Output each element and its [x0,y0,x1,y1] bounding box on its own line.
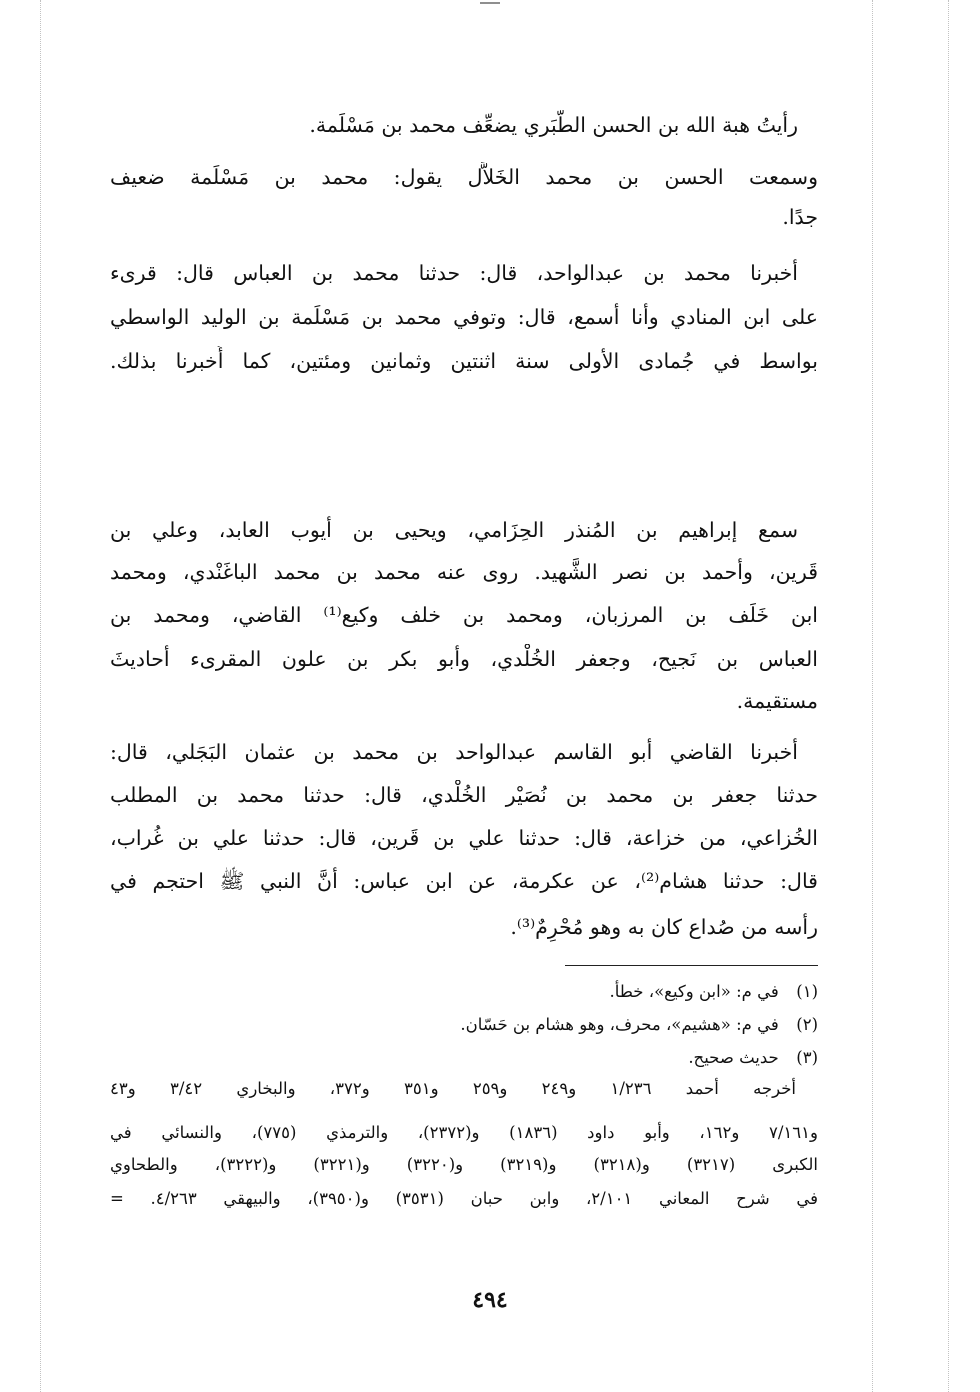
text-line: قَرين، وأحمد بن نصر الشَّهيد. روى عنه محمد بن محمد الباغَنْدي، ومحمد [110,560,818,584]
footnote-number: (٢) [796,1015,818,1034]
top-page-mark [480,2,500,14]
footnote-3-citation-line: أخرجه أحمد ١/٢٣٦ و٢٤٩ و٢٥٩ و٣٥١ و٣٧٢، والبخاري ٣/٤٢ و٤٣ [110,1079,796,1098]
page-number: ٤٩٤ [472,1287,508,1313]
footnote-3-citation-line: و٧/١٦١ و١٦٢، وأبو داود (١٨٣٦) و(٢٣٧٢)، والترمذي (٧٧٥)، والنسائي في [110,1123,818,1142]
text-line: أخبرنا القاضي أبو القاسم عبدالواحد بن محمد بن عثمان البَجَلي، قال: [110,740,798,764]
footnote-number: (٣) [796,1048,818,1067]
text-line: رأيتُ هبة الله بن الحسن الطَّبَري يضعِّف محمد بن مَسْلَمة. [309,113,798,137]
footnote-3-citation-line: الكبرى (٣٢١٧) و(٣٢١٨) و(٣٢١٩) و(٣٢٢٠) و(٣٢٢١) و(٣٢٢٢)، والطحاوي [110,1155,818,1174]
scan-artifact-edge [948,0,949,1392]
text-line: ابن خَلَف بن المرزبان، ومحمد بن خلف وكيع⁽¹⁾ القاضي، ومحمد بن [110,603,818,627]
text-line: بواسط في جُمادى الأولى سنة اثنتين وثمانين ومئتين، كما أُخبرنا بذلك. [110,349,818,373]
footnote-text: حديث صحيح. [688,1048,779,1067]
text-line: على ابن المنادي وأنا أسمع، قال: وتوفي محمد بن مَسْلَمة بن الوليد الواسطي [110,305,818,329]
scan-artifact-left [40,0,41,1392]
footnote-2 [110,1012,818,1038]
footnote-3-citation-line: في شرح المعاني ٢/١٠١، وابن حبان (٣٥٣١) و(٣٩٥٠)، والبيهقي ٤/٢٦٣. = [110,1189,818,1208]
footnote-1 [110,979,818,1005]
text-line: وسمعت الحسن بن محمد الخَلاَّل يقول: محمد بن مَسْلَمة ضعيف [110,165,818,189]
footnote-text: في م: «ابن وكيع»، خطأ. [609,982,779,1001]
text-line: قال: حدثنا هشام⁽²⁾، عن عكرمة، عن ابن عباس: أنَّ النبي ﷺ احتجم في [110,869,818,893]
footnote-number: (١) [796,982,818,1001]
footnote-separator [565,965,818,966]
text-line: رأسه من صُداع كان به وهو مُحْرِمٌ⁽³⁾. [510,915,818,939]
scan-artifact-right [872,0,873,1392]
footnote-3 [110,1045,818,1071]
text-line: العباس بن نَجيح، وجعفر الخُلْدي، وأبو بكر بن علون المقرىء أحاديثَ [110,647,818,671]
text-line: جدًا. [782,205,818,229]
footnote-text: في م: «هشيم»، محرف، وهو هشام بن حَسّان. [460,1015,779,1034]
text-line: مستقيمة. [736,689,818,713]
text-line: سمع إبراهيم بن المُنذر الحِزَامي، ويحيى بن أيوب العابد، وعلي بن [110,518,798,542]
text-line: الخُزاعي، من خزاعة، قال: حدثنا علي بن قَرين، قال: حدثنا علي بن غُراب، [110,826,818,850]
text-line: حدثنا جعفر بن محمد بن نُصَيْر الخُلْدي، قال: حدثنا محمد بن المطلب [110,783,818,807]
text-line: أخبرنا محمد بن عبدالواحد، قال: حدثنا محمد بن العباس قال: قرىء [110,261,798,285]
